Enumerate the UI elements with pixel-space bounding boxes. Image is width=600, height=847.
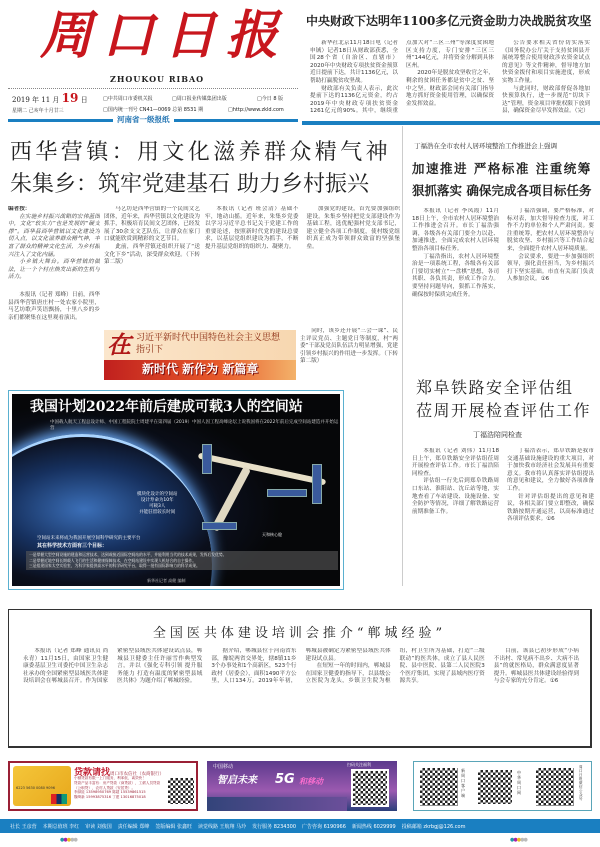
fiveg-label: 5G <box>275 772 295 787</box>
main-headline-1: 西华营镇：用文化滋养群众精气神 <box>10 140 392 165</box>
slogan-bar-right <box>174 119 298 122</box>
column-divider <box>402 126 403 586</box>
zhuji-story-body: 本报讯（记者 班会清）基础不牢，地动山摇。近年来，朱集乡党委以学习习近平总书记关于党建工作的重要论述，按照新时代党的建设总要求，以基层党组织建设为抓手，不断提升基层党组织的组织力、凝聚力。 加强党的建设，首先要加强组织建设。朱集乡坚持把党支部建设作为基础工程，选优配强村党支部书记，建立健全各项工作制度，使村级党组织真正成为带领群众致富的坚强堡垒。 <box>205 206 400 250</box>
station-module <box>198 453 326 486</box>
qr-code-icon[interactable] <box>536 768 574 806</box>
card-number: 6223 5630 0080 9096 <box>16 786 55 790</box>
mobile-brand: 中国移动 <box>213 764 234 770</box>
right-story2-body: 本报讯（记者 刘伟）11月18日上午，郑阜铁路安全评估组莅周开展检查评估工作。市长丁福浩陪同检查。 评估组一行先后到郑阜铁路周口东站、淮阳站、沈丘站等地，实地查看了车站建设、设施设备、安全防护等情况，详细了解铁路运营前期准备工作。 丁福浩表示，郑阜铁路是我市交通基础设施建设的重大项目，对于加快我市经济社会发展具有重要意义。我市将认真落实评估组提出的意见和建议，全力做好各项准备工作。 针对评估组提出的意见和建议，各相关部门要立即整改，确保铁路按期开通运营，以高标准通过各项评估要求。①6 <box>412 448 594 523</box>
qr-code-icon[interactable] <box>168 778 194 804</box>
header-divider-bar <box>302 121 600 125</box>
health-story-headline: 全国医共体建设培训会推介“郸城经验” <box>152 626 447 641</box>
footer-item: 审读 刘俊国 <box>85 823 112 830</box>
right-story1-headline-2: 狠抓落实 确保完成各项目标任务 <box>412 183 592 198</box>
loan-ad-details: 小额贷款有限一上门服务，利率低，离效快！ 贷款产品丰富有：房产贷款（商贷款），工薪人员贷款（公职贷），农村人贷款（安居贷）。 李绿娃 13598950769 陈超 15539861515 魏绮新 15993875316 丁建 13016875018 <box>74 776 161 800</box>
infographic-credit: 新华社记者 高健 编制 <box>147 578 186 583</box>
qr-code-icon[interactable] <box>478 770 512 804</box>
date-day: 19 <box>61 91 79 105</box>
issue-date <box>12 92 88 107</box>
theme-banner <box>104 330 296 380</box>
color-registration-dots: ●●●●● <box>510 837 527 843</box>
footer-credits-bar <box>0 819 600 833</box>
date-unit: 日 <box>80 96 88 104</box>
page-count: □今日 8 版 <box>257 96 284 102</box>
footer-item: 发行服务 8234300 <box>252 823 297 830</box>
solar-panel <box>267 489 307 497</box>
solar-panel <box>312 464 322 504</box>
solar-panel <box>202 444 212 474</box>
qr-label: 中华周口网 <box>517 770 521 795</box>
footer-item: 责任编辑 郑峰 <box>117 823 150 830</box>
goal-intro: 空间站未来将成为我国开展空间科学研究的主要平台 <box>37 536 141 541</box>
qr-label: 周口日报微信公众号 <box>579 765 583 801</box>
top-story-body: 新华社北京11月18日电（记者申铖）记者18日从财政部获悉，全国28个省（自治区、直辖市）2020年中央财政专项扶贫资金预算近日提前下达，共计1136亿元，以帮助打赢脱贫攻坚战。 财政部有关负责人表示，此次提前下达的1136亿元资金，约占2019年中央财政专项扶贫资金1261亿元的90%。其中，继续重点加大对“三区三州”等深度贫困地区支持力度，专门安排“三区三州”144亿元，并将资金分解到具体区州。 2020年是脱贫攻坚收官之年，剩余的贫困任务都是贫中之贫、坚中之坚。财政部会同有关部门指导地方抓好资金使用管理，以确保资金发挥效益。 公告要求相关省份切实落实《国务院办公厅关于支持贫困县开展统筹整合使用财政涉农资金试点的意见》等文件精神，督导地方加快资金拨付和项目实施进度，形成实物工作量。 与此同时，财政部督促各地加快预算执行，进一步规范“切块下达”管理，资金项目审批权限下放到县，确保资金尽早发挥效益。（完） <box>310 40 590 115</box>
main-headline-2: 朱集乡：筑牢党建基石 助力乡村振兴 <box>10 172 369 197</box>
main-story-body-a: 马艺坊是西华营镇的一个民间文艺团体，近年来，西华营镇以文化建设为抓手，积极培育民间文艺团体，已经发展了30余支文艺队伍，让群众在家门口就能欣赏到精彩的文艺节目。 此前，西华营镇还组织开展了“送文化下乡”活动，深受群众欢迎。（下转第二版） <box>104 206 200 266</box>
qr-code-icon[interactable] <box>420 768 458 806</box>
mobile-slogan: 智启未来 <box>217 775 257 786</box>
qr-code-icon[interactable] <box>353 771 387 805</box>
goals-list: 一是掌握大型空间设施的建造和运营技术，达到或接近国际空间站的水平，并能利用当代的技术成果，发挥后发优势。 二是掌握近地空间长期载人飞行的生活和健康保障技术，在空间站建设中实现人机结合的自主操作。 三是组建国家太空实验室，为科学家提供高水平的科学研究平台，取得一批有国际影响力的科学成果。 <box>26 551 338 570</box>
banner-prefix: 在 <box>107 330 131 359</box>
qr-label: 新周口客户端 <box>461 768 465 798</box>
zhuji-story-continued: 同时，该乡还开展“三会一课”、民主评议党员、主题党日等制度，村“两委”干部及党员队伍活力明显增强，党建引领乡村振兴的作用进一步发挥。（下转第二版） <box>300 328 398 365</box>
banner-line1: 习近平新时代中国特色社会主义思想 <box>136 333 281 343</box>
right-story2-headline-1: 郑阜铁路安全评估组 <box>416 378 574 397</box>
color-registration-dots: ●●●●● <box>60 837 77 843</box>
mobile-sub: 和移动 <box>299 777 323 786</box>
footer-item: 社长 王彦营 <box>10 823 37 830</box>
website-link[interactable]: □http://www.zkld.com <box>228 107 284 113</box>
publisher-info: □中共周口市委机关报 <box>103 96 153 102</box>
banner-line2: 指引下 <box>136 345 164 355</box>
weekday: 星期二 己亥年十月廿三 <box>12 108 64 114</box>
infographic-callout: 模块化设计的空间站 设计寿命为10年 可载3人 并能驻留较长时间 <box>137 492 178 515</box>
banner-slogan: 新时代 新作为 新篇章 <box>142 362 259 376</box>
slogan: 河南省一级报纸 <box>117 115 170 124</box>
infographic-title: 我国计划2022年前后建成可载3人的空间站 <box>30 399 303 415</box>
footer-item: 本期总值班 李红 <box>42 823 80 830</box>
goal-heading: 其在科学技术方面有三个目标： <box>37 543 108 549</box>
mobile-advertisement[interactable] <box>207 761 397 811</box>
right-story2-kicker: 丁福浩陪同检查 <box>473 431 522 439</box>
right-story1-kicker: 丁福浩在全市农村人居环境整治工作推进会上强调 <box>414 142 557 150</box>
logo-pinyin: ZHOUKOU RIBAO <box>110 74 205 84</box>
right-story2-headline-2: 莅周开展检查评估工作 <box>416 401 592 420</box>
date-year: 2019 年 11 月 <box>12 96 60 104</box>
bank-card-image <box>13 766 71 806</box>
loan-ad-org: 周口市农信社（农商银行） <box>110 772 165 777</box>
module-label: 天和核心舱 <box>262 532 282 537</box>
health-story-body: 本报讯（记者 郑峰 通讯员 尚永青）11月15日，由国家卫生健康委基层卫生司委托中国卫生杂志社承办的全国紧密型县域医共体建设培训会在郸城县召开。作为国家紧密型县域医共体建设试点县，郸城县卫健委主任许丽雪作典型发言，并以《强化专科引领 提升服务能力 打造有温度的紧密型县域医共体》为题介绍了郸城经验。 据介绍，郸城县位于河南省东部，豫皖两省交界处，辖8镇11乡3个办事处和1个高新区，523个行政村（居委会），面积1490平方公里，人口134万。2019年年初，郸城县被确定为紧密型县域医共体建设试点县。 在短短一年的时间内，郸城县在国家卫健委的指导下，以县级公立医院为龙头，乡镇卫生院为枢纽，村卫生所为基础，打造“三级联动”的医共体，成立了县人民医院、县中医院、县第二人民医院3个医疗集团，实现了县域内医疗资源共享。 目前，该县已初步形成“小病不出村、常见病不出乡、大病不出县”的就医格局，群众满意度显著提升。郸城县医共体建设经验得到与会专家的充分肯定。①6 <box>23 648 579 685</box>
space-station-infographic <box>8 390 344 590</box>
footer-item: 广告咨询 6190966 <box>302 823 346 830</box>
right-story1-body: 本报讯（记者 李凤霞）11月18日上午，全市农村人居环境整治工作推进会召开。市长丁福浩强调，各级各有关部门要全力以赴、加速推进，全面完成农村人居环境整治各项目标任务。 丁福浩指出，农村人居环境整治是一项系统工程，各级各有关部门要切实树立“一盘棋”思想，各司其职、各负其责，形成工作合力。要坚持问题导向，狠抓工作落实，确保按时保质完成任务。 丁福浩强调，要严格标准，对标对表，加大督导检查力度，对工作不力的单位和个人严肃问责。要注重统筹，把农村人居环境整治与脱贫攻坚、乡村振兴等工作结合起来，全面提升农村人居环境质量。 会议要求，要进一步加强组织领导，强化责任担当，为乡村振兴打下坚实基础。市直有关部门负责人参加会议。①6 <box>412 208 594 298</box>
publisher-group: □周口报业传媒集团出版 <box>172 96 227 102</box>
issn-info: □国内统一刊号 CN41—0069 总第 8531 期 <box>103 107 204 113</box>
footer-item: 新闻热线 6029999 <box>351 823 396 830</box>
unionpay-icon <box>51 794 67 804</box>
newspaper-logo: 周口日报 <box>40 5 289 66</box>
footer-item: 签版编辑 张鑫旺 <box>155 823 192 830</box>
right-story1-headline-1: 加速推进 严格标准 注重统筹 <box>412 161 592 176</box>
slogan-bar-left <box>8 119 113 122</box>
infographic-subtitle: 中国载人航天工程总设计师、中国工程院院士周建平在第四届（2019）中国人因工程高峰论坛上说我国将在2022年前后完成空间站建造并开始运营 <box>50 420 339 431</box>
editor-note-label: 编者按： <box>8 206 31 212</box>
city-skyline <box>207 797 347 811</box>
loan-ad-title: 贷款请找 <box>74 768 111 778</box>
qr-codes-box <box>413 761 592 811</box>
solar-panel <box>202 522 237 530</box>
top-story-headline: 中央财政下达明年1100多亿元资金助力决战脱贫攻坚 <box>306 14 592 28</box>
footer-item: 读觉线路 王航翔 马玲 <box>197 823 247 830</box>
masthead-divider <box>8 88 298 89</box>
footer-item: 投稿邮箱 zkrbgj@126.com <box>401 823 466 830</box>
mobile-tag: 扫码关注福利 <box>347 762 371 767</box>
loan-advertisement[interactable] <box>8 761 198 811</box>
health-story-box <box>8 609 592 748</box>
editor-note: 编者按： 在实施乡村振兴战略的宏伟蓝图中，文化“软实力”也是发展的“硬支撑”。西华县西华营镇以文化建设为切入点，以文化滋养群众精气神，丰富了群众的精神文化生活，为乡村振兴注入了文化内涵。 小乡镇大舞台。西华营镇的做法，让一个个村庄焕发出新的生机与活力。 本报讯（记者 郑峰）日前，西华县西华营镇唐庄村一处农家小院里，马艺坊歌声笑语飘扬，十里八乡的乡亲们都聚集在这里观看演出。 <box>8 206 100 321</box>
